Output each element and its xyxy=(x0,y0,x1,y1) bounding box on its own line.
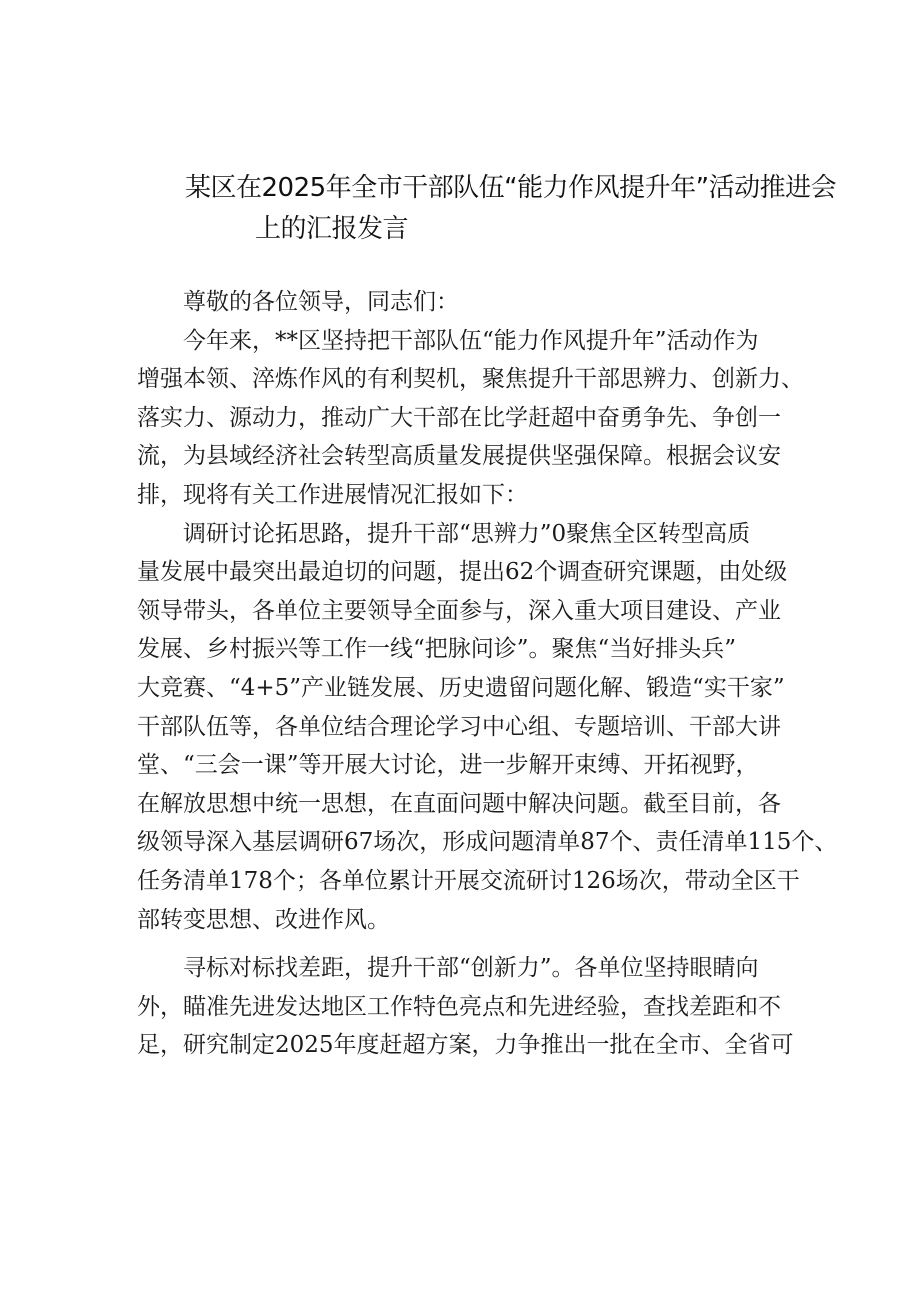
text-line: 量发展中最突出最迫切的问题，提出62个调查研究课题，由处级 xyxy=(137,559,788,586)
document-title xyxy=(185,168,837,250)
paragraph-intro xyxy=(137,322,804,515)
text-line: 在解放思想中统一思想，在直面问题中解决问题。截至目前，各 xyxy=(137,790,781,817)
text-line: 大竞赛、“4+5”产业链发展、历史遗留问题化解、锻造“实干家” xyxy=(137,674,785,701)
text-line: 调研讨论拓思路，提升干部“思辨力”0聚焦全区转型高质 xyxy=(183,520,751,547)
text-line: 落实力、源动力，推动广大干部在比学赶超中奋勇争先、争创一 xyxy=(137,404,781,431)
title-line: 上的汇报发言 xyxy=(255,214,409,244)
text-line: 发展、乡村振兴等工作一线“把脉问诊”。聚焦“当好排头兵” xyxy=(137,636,737,663)
paragraph-spacer xyxy=(137,939,797,949)
text-line: 级领导深入基层调研67场次，形成问题清单87个、责任清单115个、 xyxy=(137,829,838,856)
text-line: 增强本领、淬炼作风的有利契机，聚焦提升干部思辨力、创新力、 xyxy=(137,366,804,393)
text-line: 领导带头，各单位主要领导全面参与，深入重大项目建设、产业 xyxy=(137,597,781,624)
text-line: 干部队伍等，各单位结合理论学习中心组、专题培训、干部大讲 xyxy=(137,713,781,740)
document-body xyxy=(137,283,838,1065)
paragraph-thinking xyxy=(137,515,838,940)
text-line: 堂、“三会一课”等开展大讨论，进一步解开束缚、开拓视野， xyxy=(137,752,759,779)
text-line: 任务清单178个；各单位累计开展交流研讨126场次，带动全区干 xyxy=(137,867,800,894)
salutation-paragraph xyxy=(137,283,797,322)
text-line: 寻标对标找差距，提升干部“创新力”。各单位坚持眼睛向 xyxy=(183,955,759,982)
text-line: 流，为县域经济社会转型高质量发展提供坚强保障。根据会议安 xyxy=(137,443,781,470)
salutation: 尊敬的各位领导，同志们： xyxy=(183,289,459,315)
text-line: 部转变思想、改进作风。 xyxy=(137,906,390,933)
text-line: 排，现将有关工作进展情况汇报如下： xyxy=(137,481,528,508)
title-line: 某区在2025年全市干部队伍“能力作风提升年”活动推进会 xyxy=(185,173,837,203)
paragraph-innovation xyxy=(137,949,797,1065)
text-line: 今年来，**区坚持把干部队伍“能力作风提升年”活动作为 xyxy=(183,327,759,354)
text-line: 足，研究制定2025年度赶超方案，力争推出一批在全市、全省可 xyxy=(137,1032,794,1059)
text-line: 外，瞄准先进发达地区工作特色亮点和先进经验，查找差距和不 xyxy=(137,993,781,1020)
